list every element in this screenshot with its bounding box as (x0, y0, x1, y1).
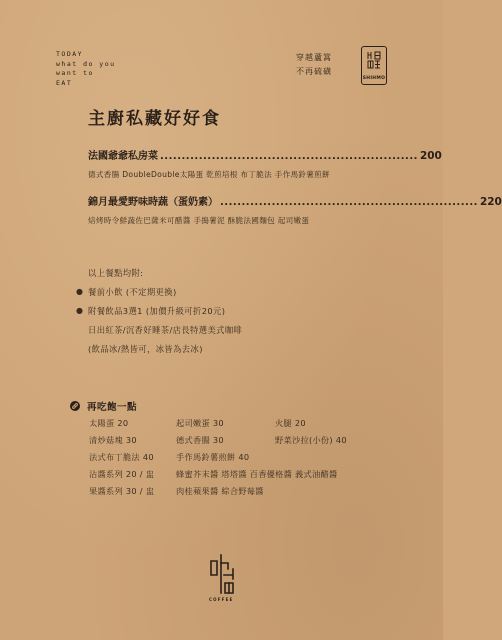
tagline-line-4: EAT (56, 78, 73, 87)
shihmo-logo-glyph-icon (366, 51, 382, 69)
dish-2 (88, 193, 502, 226)
slogan-line-2: 不再硫磺 (296, 67, 332, 76)
coffee-logo (208, 549, 236, 605)
tagline-line-1: TODAY (56, 50, 84, 58)
notes-drink-options: 日出紅茶/沉香好睡茶/店長特選美式咖啡 (88, 324, 243, 335)
dish-2-description: 焙烤時令鮮蔬佐巴薩米可醋醬 手搗薯泥 酥脆法國麵包 起司嫩蛋 (88, 216, 310, 225)
notes-bullet-2-text: 附餐飲品3選1 (加價升級可折20元) (88, 305, 226, 316)
extra-item: 野菜沙拉(小份) 40 (275, 435, 347, 445)
extras-heading (70, 399, 137, 413)
meal-includes-notes (76, 263, 243, 358)
dish-1-price: 200 (419, 150, 442, 162)
extra-item: 太陽蛋 20 (89, 418, 129, 428)
extra-item: 起司嫩蛋 30 (176, 418, 224, 428)
dish-2-name: 錦月最愛野味時蔬（蛋奶素） (88, 197, 218, 208)
notes-bullet-1-text: 餐前小飲 (不定期更換) (88, 286, 177, 297)
tagline-line-3: want to (56, 69, 94, 77)
extra-item: 火腿 20 (275, 418, 306, 428)
dish-2-price: 220 (479, 196, 502, 208)
extra-item: 蜂蜜芥末醬 塔塔醬 百香優格醬 義式油醋醬 (176, 469, 338, 479)
dish-1-description: 德式香腸 DoubleDouble太陽蛋 乾煎培根 布丁脆法 手作馬鈴薯煎餅 (88, 170, 330, 179)
notes-intro: 以上餐點均附: (88, 267, 144, 278)
dish-1-heading (88, 147, 442, 162)
tagline-line-2: what do you (56, 59, 116, 68)
extras-title: 再吃飽一點 (87, 402, 138, 413)
extra-item: 法式布丁脆法 40 (89, 452, 154, 462)
dish-1-leader-dots: ............................................................ (160, 151, 418, 162)
notes-bullet-1 (76, 282, 242, 301)
menu-title: 主廚私藏好好食 (88, 109, 221, 129)
coffee-logo-text: COFFEE (209, 597, 234, 602)
extra-item: 沾醬系列 20 / 盅 (89, 469, 155, 479)
extra-item: 德式香腸 30 (176, 435, 224, 445)
extra-item: 果醬系列 30 / 盅 (89, 486, 155, 496)
extra-item: 肉桂蘋果醬 綜合野莓醬 (176, 486, 264, 496)
bullet-icon: ● (76, 287, 84, 296)
logo-text: SHIHMO (362, 76, 386, 81)
coffee-glyph-icon (208, 549, 236, 597)
chain-link-icon (70, 401, 80, 411)
extra-item: 清炒菇塊 30 (89, 435, 137, 445)
extra-item: 手作馬鈴薯煎餅 40 (176, 452, 250, 462)
dish-1 (88, 147, 442, 180)
bullet-icon: ● (76, 306, 84, 315)
shihmo-logo (361, 46, 387, 85)
slogan-line-1: 穿越蘆篙 (296, 53, 332, 62)
dish-2-heading (88, 193, 502, 208)
dish-2-leader-dots: ............................................................ (220, 197, 478, 208)
dish-1-name: 法國爺爺私房菜 (88, 151, 158, 162)
notes-bullet-2 (76, 301, 242, 320)
notes-drink-temperature: (飲品冰/熱皆可，冰皆為去冰) (88, 343, 203, 354)
tagline (56, 50, 116, 88)
brand-slogan (296, 51, 332, 79)
